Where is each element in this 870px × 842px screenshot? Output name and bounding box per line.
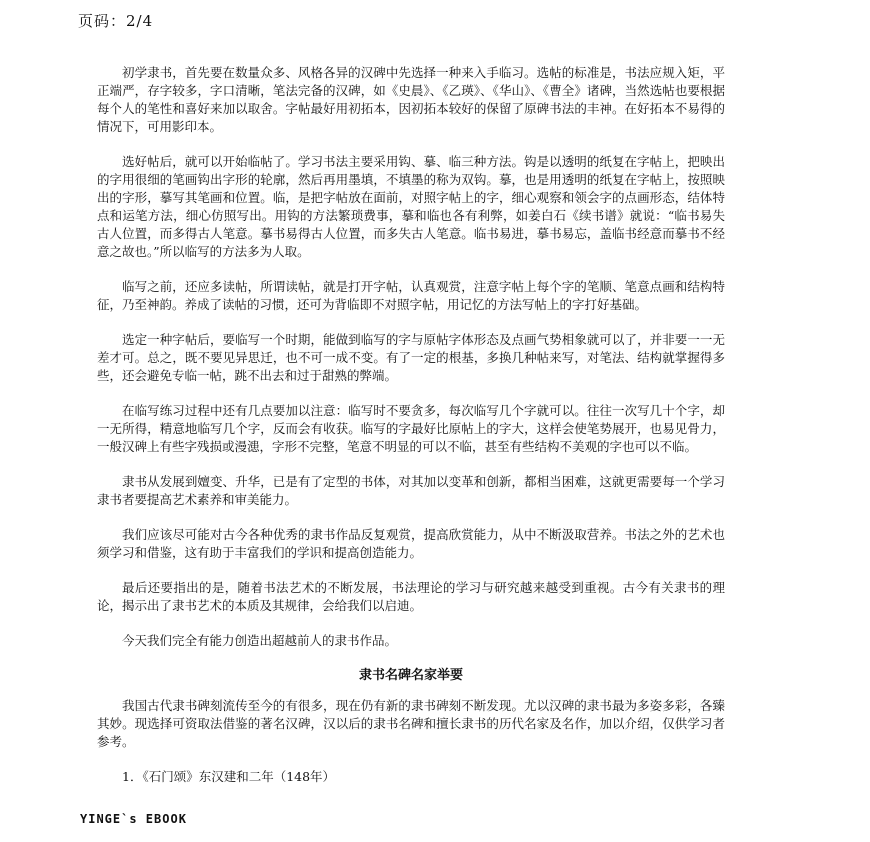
paragraph-copy-methods: 选好帖后，就可以开始临帖了。学习书法主要采用钩、摹、临三种方法。钩是以透明的纸复在字帖上，把映出的字用很细的笔画钩出字形的轮廓，然后再用墨填，不填墨的称为双钩。摹，也是用透明的纸复在字帖上，按照映出的字形，摹写其笔画和位置。临，是把字帖放在面前，对照字帖上的字，细心观察和领会字的点画形态，结体特点和运笔方法，细心仿照写出。用钩的方法繁琐费事，摹和临也各有利弊，如姜白石《续书谱》就说：“临书易失古人位置，而多得古人笔意。摹书易得古人位置，而多失古人笔意。临书易进，摹书易忘，盖临书经意而摹书不经意之故也。”所以临写的方法多为人取。 bbox=[97, 154, 725, 259]
paragraph-choosing-model: 初学隶书，首先要在数量众多、风格各异的汉碑中先选择一种来入手临习。选帖的标准是，书法应规入矩，平正端严，存字较多，字口清晰，笔法完备的汉碑，如《史晨》、《乙瑛》、《华山》、《曹全》诸碑，当然选帖也要根据每个人的笔性和喜好来加以取舍。字帖最好用初拓本，因初拓本较好的保留了原碑书法的丰神。在好拓本不易得的情况下，可用影印本。 bbox=[97, 65, 725, 134]
document-body bbox=[97, 64, 725, 786]
list-item: 1．《石门颂》东汉建和二年（148年） bbox=[122, 769, 336, 784]
paragraph-practice-notes: 在临写练习过程中还有几点要加以注意：临写时不要贪多，每次临写几个字就可以。往往一次写几十个字，却一无所得，精意地临写几个字，反而会有收获。临写的字最好比原帖上的字大，这样会使笔势展开，也易见骨力，一般汉碑上有些字残损或漫漶，字形不完整，笔意不明显的可以不临，甚至有些结构不美观的字也可以不临。 bbox=[97, 403, 725, 454]
paragraph-theory: 最后还要指出的是，随着书法艺术的不断发展，书法理论的学习与研究越来越受到重视。古今有关隶书的理论，揭示出了隶书艺术的本质及其规律，会给我们以启迪。 bbox=[97, 580, 725, 613]
footer-ebook-label: YINGE`s EBOOK bbox=[80, 812, 187, 826]
page-number: 页码：2/4 bbox=[78, 12, 154, 30]
section-heading: 隶书名碑名家举要 bbox=[358, 668, 463, 683]
paragraph-conclusion: 今天我们完全有能力创造出超越前人的隶书作品。 bbox=[122, 633, 398, 648]
paragraph-appreciation: 我们应该尽可能对古今各种优秀的隶书作品反复观赏，提高欣赏能力，从中不断汲取营养。书法之外的艺术也须学习和借鉴，这有助于丰富我们的学识和提高创造能力。 bbox=[97, 527, 725, 560]
section-intro: 我国古代隶书碑刻流传至今的有很多，现在仍有新的隶书碑刻不断发现。尤以汉碑的隶书最为多姿多彩，各臻其妙。现选择可资取法借鉴的著名汉碑，汉以后的隶书名碑和擅长隶书的历代名家及名作，加以介绍，仅供学习者参考。 bbox=[97, 698, 725, 749]
paragraph-reading-model: 临写之前，还应多读帖，所谓读帖，就是打开字帖，认真观赏，注意字帖上每个字的笔顺、笔意点画和结构特征，乃至神韵。养成了读帖的习惯，还可为背临即不对照字帖，用记忆的方法写帖上的字打好基础。 bbox=[97, 279, 725, 312]
paragraph-innovation: 隶书从发展到嬗变、升华，已是有了定型的书体，对其加以变革和创新，都相当困难，这就更需要每一个学习隶书者要提高艺术素养和审美能力。 bbox=[97, 474, 725, 507]
paragraph-practice-period: 选定一种字帖后，要临写一个时期，能做到临写的字与原帖字体形态及点画气势相象就可以了，并非要一一无差才可。总之，既不要见异思迁，也不可一成不变。有了一定的根基，多换几种帖来写，对笔法、结构就掌握得多些，还会避免专临一帖，跳不出去和过于甜熟的弊端。 bbox=[97, 332, 725, 383]
